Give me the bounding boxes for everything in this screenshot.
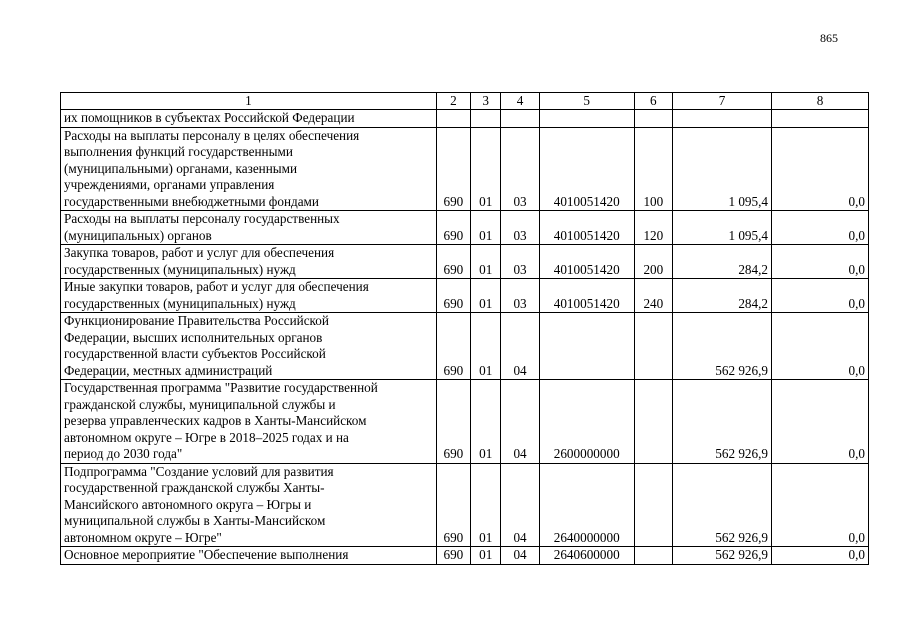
row-code-subsection: 04 [501,380,539,464]
row-amount-2 [772,110,869,128]
row-code-section: 01 [471,211,501,245]
row-code-subsection: 04 [501,463,539,547]
column-header: 4 [501,93,539,110]
row-code-expense-type: 100 [634,127,672,211]
row-code-ministry: 690 [436,463,470,547]
row-amount-2: 0,0 [772,547,869,565]
row-amount-1: 562 926,9 [673,547,772,565]
row-description: Закупка товаров, работ и услуг для обеспечения государственных (муниципальных) нужд [61,245,437,279]
row-amount-2: 0,0 [772,279,869,313]
row-code-section: 01 [471,127,501,211]
table-row [61,380,869,464]
table-row [61,279,869,313]
row-code-subsection: 03 [501,211,539,245]
row-code-ministry: 690 [436,245,470,279]
row-code-ministry: 690 [436,313,470,380]
row-amount-2: 0,0 [772,211,869,245]
table-row [61,547,869,565]
row-code-ministry: 690 [436,279,470,313]
row-amount-1: 562 926,9 [673,380,772,464]
row-amount-1 [673,110,772,128]
row-code-ministry: 690 [436,127,470,211]
row-code-target [539,110,634,128]
row-amount-1: 562 926,9 [673,313,772,380]
header-row [61,93,869,110]
row-code-subsection [501,110,539,128]
table-row [61,110,869,128]
row-code-expense-type [634,110,672,128]
row-description: Подпрограмма "Создание условий для развития государственной гражданской службы Ханты- Мансийского автономного округа – Югры и муниципальной службы в Ханты-Мансийском автономном округе – Югре" [61,463,437,547]
row-code-section: 01 [471,313,501,380]
row-code-target: 4010051420 [539,245,634,279]
column-header: 5 [539,93,634,110]
row-description: Основное мероприятие "Обеспечение выполнения [61,547,437,565]
row-description: Расходы на выплаты персоналу государственных (муниципальных) органов [61,211,437,245]
table-row [61,211,869,245]
column-header: 2 [436,93,470,110]
row-description: их помощников в субъектах Российской Федерации [61,110,437,128]
row-code-target: 2640000000 [539,463,634,547]
row-code-ministry: 690 [436,380,470,464]
row-code-target: 4010051420 [539,127,634,211]
row-code-ministry [436,110,470,128]
row-code-subsection: 03 [501,127,539,211]
row-code-expense-type: 240 [634,279,672,313]
row-code-ministry: 690 [436,211,470,245]
row-code-ministry: 690 [436,547,470,565]
row-code-subsection: 04 [501,313,539,380]
row-code-subsection: 03 [501,245,539,279]
page-number: 865 [820,31,838,45]
row-code-section: 01 [471,547,501,565]
row-amount-2: 0,0 [772,245,869,279]
row-amount-1: 1 095,4 [673,127,772,211]
column-header: 3 [471,93,501,110]
row-code-target: 4010051420 [539,279,634,313]
row-amount-2: 0,0 [772,463,869,547]
row-code-section: 01 [471,279,501,313]
column-header: 1 [61,93,437,110]
row-description: Государственная программа "Развитие государственной гражданской службы, муниципальной службы и резерва управленческих кадров в Ханты-Мансийском автономном округе – Югре в 2018–2025 годах и на период до 2030 года" [61,380,437,464]
row-code-subsection: 03 [501,279,539,313]
column-header: 8 [772,93,869,110]
row-code-target: 2600000000 [539,380,634,464]
row-amount-2: 0,0 [772,127,869,211]
row-code-section: 01 [471,463,501,547]
row-code-expense-type: 120 [634,211,672,245]
row-amount-1: 562 926,9 [673,463,772,547]
row-code-target: 2640600000 [539,547,634,565]
row-amount-1: 284,2 [673,245,772,279]
row-code-section: 01 [471,245,501,279]
row-amount-1: 1 095,4 [673,211,772,245]
row-code-target: 4010051420 [539,211,634,245]
column-header: 7 [673,93,772,110]
table-row [61,245,869,279]
table-row [61,313,869,380]
budget-table [60,92,869,565]
row-description: Иные закупки товаров, работ и услуг для обеспечения государственных (муниципальных) нужд [61,279,437,313]
row-description: Функционирование Правительства Российской Федерации, высших исполнительных органов государственной власти субъектов Российской Федерации, местных администраций [61,313,437,380]
row-code-expense-type [634,380,672,464]
row-code-section: 01 [471,380,501,464]
row-code-expense-type [634,463,672,547]
table-row [61,127,869,211]
row-amount-2: 0,0 [772,380,869,464]
column-header: 6 [634,93,672,110]
row-amount-1: 284,2 [673,279,772,313]
row-amount-2: 0,0 [772,313,869,380]
row-code-expense-type [634,313,672,380]
row-code-section [471,110,501,128]
row-description: Расходы на выплаты персоналу в целях обеспечения выполнения функций государственными (муниципальными) органами, казенными учреждениями, органами управления государственными внебюджетными фондами [61,127,437,211]
row-code-subsection: 04 [501,547,539,565]
row-code-expense-type [634,547,672,565]
row-code-target [539,313,634,380]
table-row [61,463,869,547]
row-code-expense-type: 200 [634,245,672,279]
